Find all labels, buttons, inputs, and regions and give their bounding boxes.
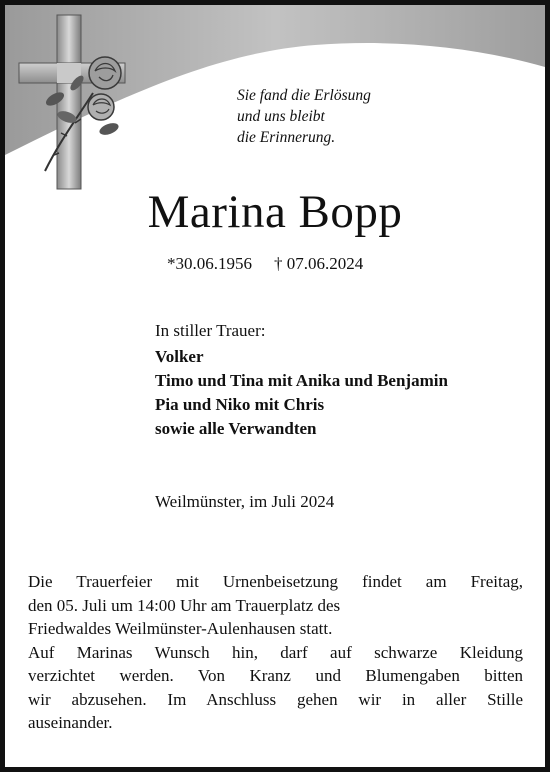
mourners-list — [155, 345, 448, 441]
motto-line-1: Sie fand die Erlösung — [237, 87, 371, 104]
place-and-date: Weilmünster, im Juli 2024 — [155, 492, 335, 511]
mourner-name: Volker — [155, 347, 204, 366]
cross-with-roses-icon — [15, 11, 145, 193]
notice-line: den 05. Juli um 14:00 Uhr am Trauerplatz des — [28, 595, 341, 615]
motto-line-3: die Erinnerung. — [237, 129, 336, 146]
birth-date: *30.06.1956 — [167, 254, 252, 273]
motto-line-2: und uns bleibt — [237, 108, 325, 125]
mourner-name: Timo und Tina mit Anika und Benjamin — [155, 371, 448, 390]
mourner-name: Pia und Niko mit Chris — [155, 395, 325, 414]
notice-line: Friedwaldes Weilmünster-Aulenhausen statt. — [28, 619, 333, 638]
funeral-notice — [28, 570, 523, 735]
notice-line: Die Trauerfeier mit Urnenbeisetzung findet am Freitag, — [28, 572, 523, 591]
life-dates — [167, 254, 363, 274]
death-date: † 07.06.2024 — [274, 254, 364, 273]
motto-quote — [237, 85, 371, 148]
notice-line: verzichtet werden. Von Kranz und Blumengaben bitten — [28, 666, 523, 685]
mourners-intro: In stiller Trauer: — [155, 321, 266, 340]
mourner-name: sowie alle Verwandten — [155, 419, 317, 438]
deceased-name: Marina Bopp — [147, 186, 403, 238]
mourners-block — [155, 319, 448, 441]
notice-line: wir abzusehen. Im Anschluss gehen wir in aller Stille — [28, 689, 523, 709]
notice-line: Auf Marinas Wunsch hin, darf auf schwarze Kleidung — [28, 642, 523, 662]
notice-line: auseinander. — [28, 713, 113, 732]
